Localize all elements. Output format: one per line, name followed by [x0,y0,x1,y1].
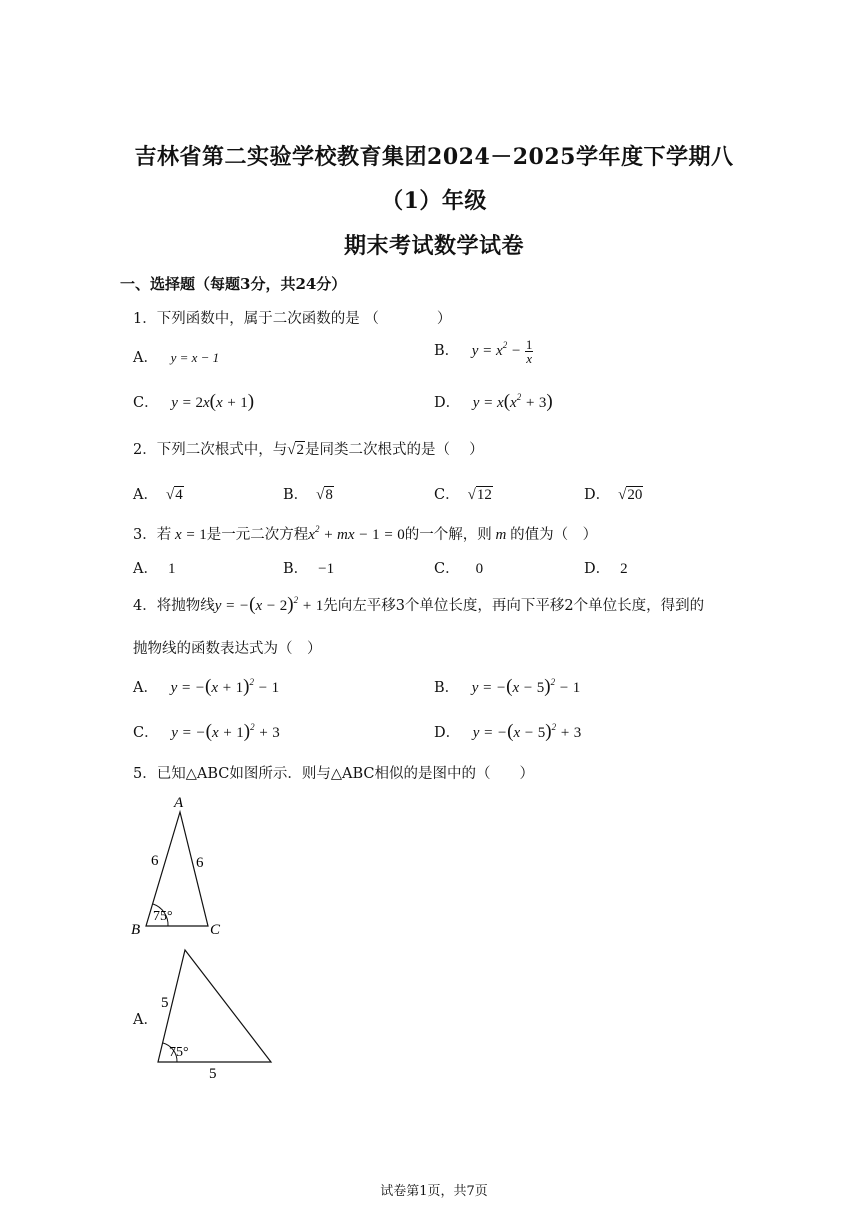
math-expression: $x^2$ + mx − 1 = 0 [308,524,405,543]
option-label: C． [434,487,460,503]
vertex-a-label: A [174,795,184,811]
stem-text: 4．将抛物线 [133,598,215,614]
stem-text: 先向左平移3个单位长度，再向下平移2个单位长度，得到的 [323,598,705,614]
option-label: D． [584,561,611,577]
option-label: C． [133,395,159,411]
question-2-option-c: C． √12 [434,487,492,503]
question-1-option-a [133,346,219,367]
radicand: 20 [627,487,643,503]
section-heading-choice: 一、选择题（每题3分，共24分） [120,275,347,293]
stem-text: 的一个解，则 [404,527,492,543]
vertex-b-label: B [131,922,141,938]
option-label: B． [283,487,309,503]
option-a-side-bottom-label: 5 [209,1066,217,1080]
option-label: B． [434,342,460,359]
math-expression: y = x − 1 [170,350,220,365]
question-3-stem [133,523,597,544]
question-2-option-a: A． √4 [133,487,183,503]
option-label: A． [133,350,158,366]
option-label: D． [434,725,461,741]
question-1-option-c [133,391,254,413]
math-expression: $y = -(x + 1)^2 - 1$ [170,676,280,697]
radicand: 8 [325,487,333,503]
math-expression: $y = x(x^2 + 3)$ [472,391,553,412]
question-2-option-b: B． √8 [283,487,333,503]
option-label: D． [584,487,611,503]
vertex-c-label: C [210,922,221,938]
question-3-option-a [133,557,175,578]
math-expression: $y = -(x - 5)^2 - 1$ [471,676,581,697]
option-a-triangle-figure [150,945,280,1080]
angle-b-label: 75° [153,909,173,924]
exam-title-line2: （1）年级 [381,188,487,214]
math-expression: y = 2x(x + 1) [171,391,255,412]
question-5-option-a-label: A． [133,1012,158,1028]
math-expression: x = 1 [171,527,207,543]
math-expression: $y = -(x + 1)^2 + 3$ [171,721,280,742]
math-expression: $y = -(x - 5)^2 + 3$ [472,721,582,742]
question-4-option-d [434,721,581,743]
sqrt-expression: √2 [287,442,304,458]
option-label: C． [434,561,460,577]
option-label: B． [283,561,309,577]
radicand: 4 [175,487,183,503]
option-label: A． [133,680,158,696]
option-a-side-left-label: 5 [161,995,169,1011]
option-label: B． [434,680,460,696]
question-4-option-b [434,676,580,698]
math-expression: m [491,527,511,543]
side-ab-label: 6 [151,853,159,869]
radicand: 12 [476,487,492,503]
stem-text: 是一元二次方程 [206,527,309,543]
option-label: A． [133,487,158,503]
question-3-option-c [434,557,483,578]
question-4-stem [133,594,704,616]
exam-title-line1: 吉林省第二实验学校教育集团2024－2025学年度下学期八 [134,144,734,170]
math-expression: $y = x^2$ − $\frac{1}{x}$ [471,337,533,366]
side-ac-label: 6 [196,855,204,871]
stem-text: 2．下列二次根式中，与 [133,442,288,458]
question-1-option-d [434,391,553,413]
question-2-stem [133,438,484,459]
option-value: −1 [318,561,335,577]
question-1-option-b [434,338,533,365]
option-value: 2 [620,561,628,577]
stem-text: 的值为（ ） [510,527,598,543]
stem-text: 是同类二次根式的是（ ） [304,442,484,458]
page-footer: 试卷第1页，共7页 [380,1184,488,1199]
option-value: 0 [475,561,484,577]
question-4-option-c [133,721,280,743]
question-1-stem: 1．下列函数中，属于二次函数的是 （ ） [133,311,452,327]
exam-title-line3: 期末考试数学试卷 [343,233,524,259]
option-label: D． [434,395,461,411]
question-4-stem-line2: 抛物线的函数表达式为（ ） [133,641,322,657]
option-label: C． [133,725,159,741]
math-expression: $y = -(x - 2)^2 + 1$ [214,594,324,615]
question-3-option-b [283,557,334,578]
option-value: 1 [167,561,176,577]
stem-text: 3．若 [133,527,172,543]
question-4-option-a [133,676,279,698]
question-2-option-d: D． √20 [584,487,643,503]
question-5-stem: 5．已知△ABC如图所示．则与△ABC相似的是图中的（ ） [133,766,535,782]
option-label: A． [133,561,158,577]
question-3-option-d [584,557,628,578]
option-a-angle-label: 75° [169,1045,189,1060]
triangle-abc-figure [120,790,240,940]
